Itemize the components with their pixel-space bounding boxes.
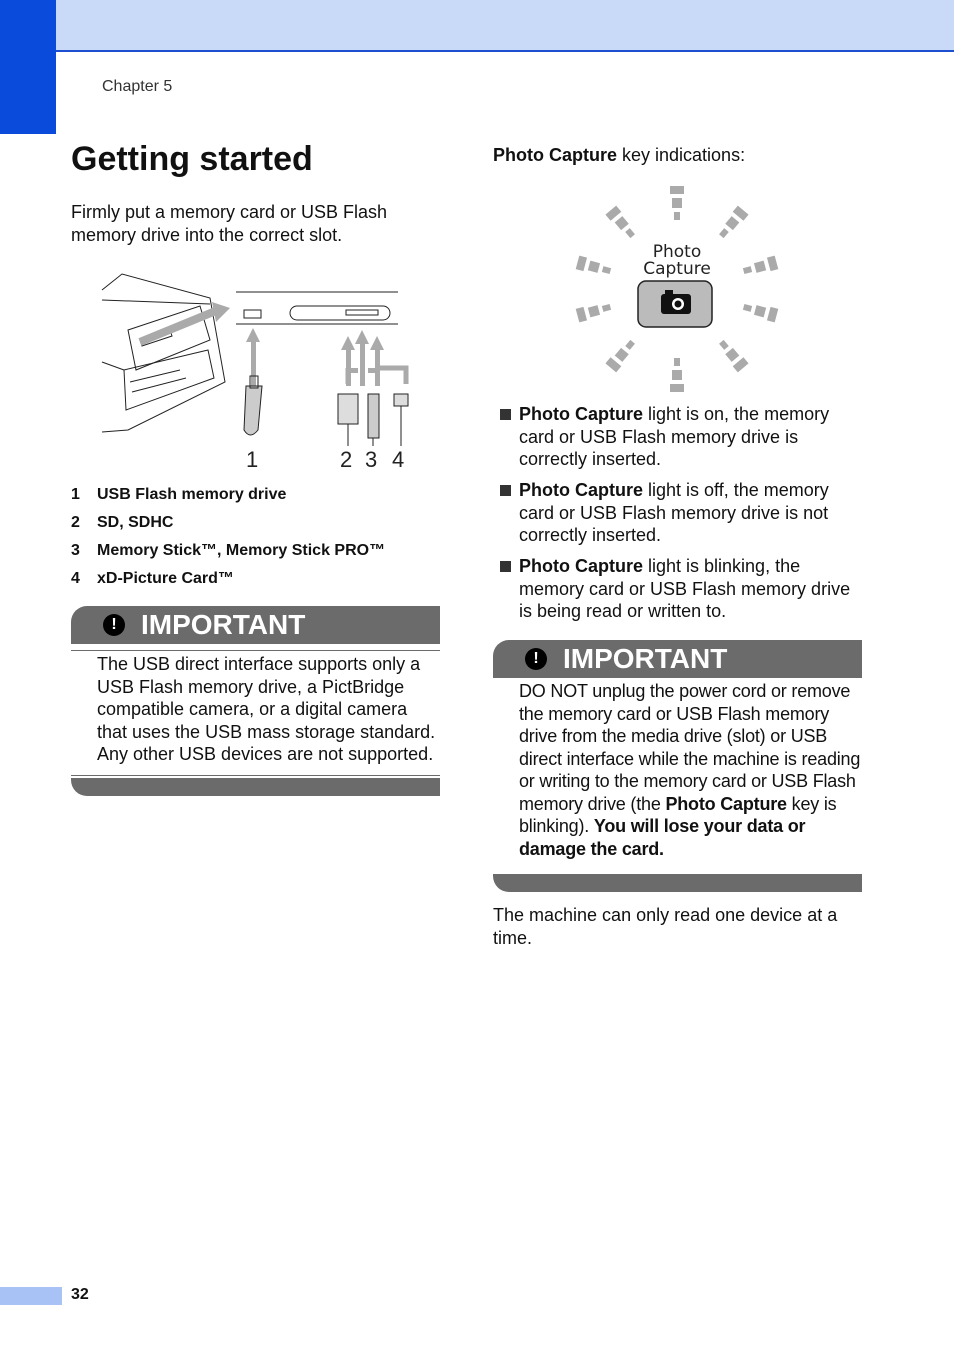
important-box-2 bbox=[493, 640, 862, 892]
important-heading: ! IMPORTANT bbox=[71, 606, 440, 644]
header-bar bbox=[0, 0, 954, 52]
chapter-label: Chapter 5 bbox=[102, 78, 173, 95]
page-number: 32 bbox=[71, 1286, 89, 1303]
list-item: Photo Capture light is on, the memory card or USB Flash memory drive is correctly inserted. bbox=[500, 403, 865, 471]
figure-label-3: 3 bbox=[365, 447, 378, 472]
key-indication-list bbox=[500, 403, 865, 631]
chapter-tab bbox=[0, 0, 56, 134]
figure-label-2: 2 bbox=[340, 447, 353, 472]
page-number-bar bbox=[0, 1287, 62, 1305]
list-item: Photo Capture light is blinking, the memory card or USB Flash memory drive is being read or written to. bbox=[500, 555, 865, 623]
bullet-icon bbox=[500, 409, 511, 420]
bullet-icon bbox=[500, 485, 511, 496]
important-text: The USB direct interface supports only a USB Flash memory drive, a PictBridge compatible camera, or a digital camera that uses the USB mass storage standard. Any other USB devices are not supported. bbox=[97, 654, 436, 764]
legend-item: 3 Memory Stick™, Memory Stick PRO™ bbox=[71, 542, 386, 559]
list-item: Photo Capture light is off, the memory card or USB Flash memory drive is not correctly inserted. bbox=[500, 479, 865, 547]
important-heading: ! IMPORTANT bbox=[493, 640, 862, 678]
key-label-line2: Capture bbox=[643, 259, 711, 279]
intro-text: Firmly put a memory card or USB Flash memory drive into the correct slot. bbox=[71, 202, 388, 245]
closing-text: The machine can only read one device at a time. bbox=[493, 905, 838, 948]
page-title: Getting started bbox=[71, 140, 313, 178]
key-label-line1: Photo bbox=[652, 242, 702, 262]
bullet-icon bbox=[500, 561, 511, 572]
legend-item: 4 xD-Picture Card™ bbox=[71, 570, 234, 587]
figure-label-1: 1 bbox=[246, 447, 259, 472]
photo-capture-key-illustration bbox=[570, 184, 784, 394]
important-text: DO NOT unplug the power cord or remove the memory card or USB Flash memory drive from the media drive (slot) or USB direct interface while the machine is reading or writing to the memory card or USB Flash memory drive (the Photo Capture key is blinking). You will lose your data or damage the card. bbox=[519, 681, 861, 859]
figure-label-4: 4 bbox=[392, 447, 405, 472]
memory-slot-illustration bbox=[100, 270, 410, 475]
figure-legend bbox=[71, 486, 385, 598]
warning-icon: ! bbox=[103, 614, 125, 636]
important-box-1 bbox=[71, 606, 440, 796]
legend-item: 2 SD, SDHC bbox=[71, 514, 174, 531]
legend-item: 1 USB Flash memory drive bbox=[71, 486, 287, 503]
warning-icon: ! bbox=[525, 648, 547, 670]
key-indications-heading: Photo Capture key indications: bbox=[493, 145, 746, 165]
